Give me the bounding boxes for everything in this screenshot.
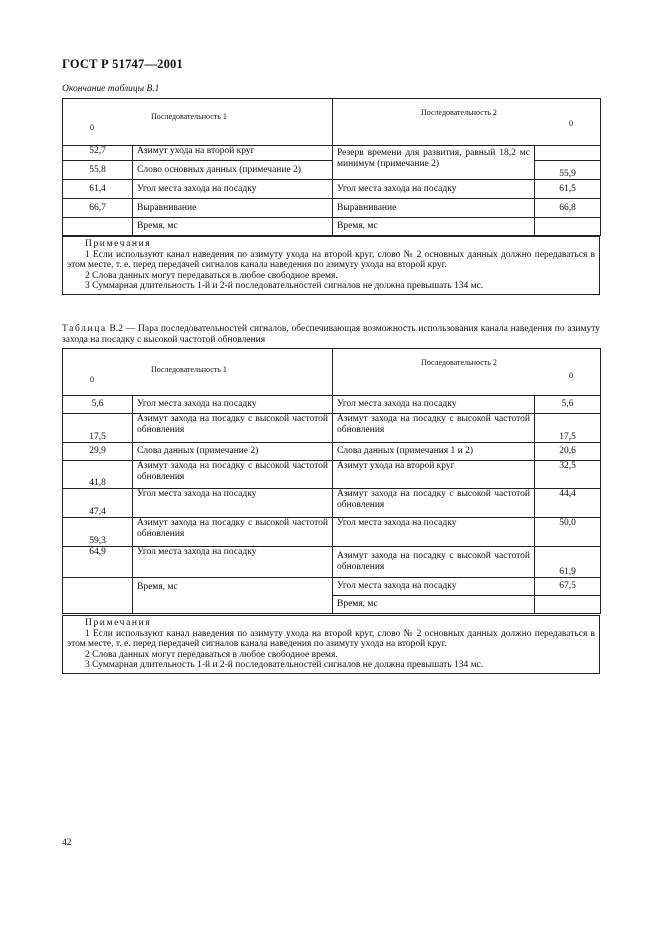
cell-time-1: 66,7 — [63, 199, 133, 218]
cell-desc-1: Азимут ухода на второй круг — [133, 146, 333, 161]
cell-desc-1: Время, мс — [133, 578, 333, 614]
table-row — [63, 489, 601, 518]
note-item: 1 Если используют канал наведения по азимуту ухода на второй круг, слово № 2 основных данных должно передаваться в этом месте, т. е. перед передачей сигналов канала наведения по азимуту ухода на второй круг. — [67, 628, 595, 649]
table-row — [63, 218, 601, 236]
cell-time-2 — [535, 596, 601, 614]
table-row — [63, 461, 601, 489]
cell-desc-2: Азимут захода на посадку с высокой частотой обновления — [333, 414, 535, 443]
cell-time-2: 61,5 — [535, 180, 601, 199]
cell-time-1 — [63, 578, 133, 614]
table2-notes — [62, 615, 600, 674]
table-row — [63, 180, 601, 199]
table2-head-zero-right: 0 — [569, 371, 573, 380]
table-row — [63, 414, 601, 443]
table2-head-seq2 — [333, 349, 601, 396]
note-item: 3 Суммарная длительность 1-й и 2-й последовательностей сигналов не должна превышать 134 мс. — [85, 660, 484, 670]
table1-head-zero-right: 0 — [569, 119, 573, 128]
cell-desc-2: Азимут захода на посадку с высокой частотой обновления — [333, 547, 535, 578]
table-row — [63, 518, 601, 547]
table2 — [62, 348, 601, 614]
table1-continuation-label: Окончание таблицы В.1 — [62, 84, 160, 94]
cell-time-1: 55,8 — [63, 161, 133, 180]
cell-time-2: 17,5 — [535, 414, 601, 443]
note-item: 3 Суммарная длительность 1-й и 2-й последовательностей сигналов не должна превышать 134 мс. — [85, 281, 484, 291]
table-row — [63, 578, 601, 596]
cell-time-2: 32,5 — [535, 461, 601, 489]
cell-desc-2: Азимут захода на посадку с высокой частотой обновления — [333, 489, 535, 518]
note-item: 1 Если используют канал наведения по азимуту ухода на второй круг, слово № 2 основных данных должно передаваться в этом месте, т. е. перед передачей сигналов канала наведения по азимуту ухода на второй круг. — [67, 249, 595, 270]
cell-time-1: 17,5 — [63, 414, 133, 443]
cell-desc-1: Угол места захода на посадку — [133, 489, 333, 518]
cell-desc-2: Азимут ухода на второй круг — [333, 461, 535, 489]
cell-time-2: 55,9 — [535, 161, 601, 180]
cell-time-2 — [535, 218, 601, 236]
table1-head-zero-left: 0 — [90, 123, 94, 132]
cell-desc-1: Азимут захода на посадку с высокой частотой обновления — [133, 414, 333, 443]
cell-desc-2: Время, мс — [333, 218, 535, 236]
cell-desc-1: Угол места захода на посадку — [133, 547, 333, 578]
cell-desc-2: Угол места захода на посадку — [333, 396, 535, 414]
cell-time-1: 59,3 — [63, 518, 133, 547]
cell-desc-2: Угол места захода на посадку — [333, 518, 535, 547]
note-item: 2 Слова данных могут передаваться в любое свободное время. — [85, 649, 338, 660]
table2-head-seq2-label: Последовательность 2 — [421, 358, 497, 367]
cell-desc-1: Выравнивание — [133, 199, 333, 218]
cell-time-2: 44,4 — [535, 489, 601, 518]
document-code: ГОСТ Р 51747—2001 — [62, 57, 183, 71]
cell-desc-2: Угол места захода на посадку — [333, 578, 535, 596]
cell-time-2: 67,5 — [535, 578, 601, 596]
cell-desc-1: Азимут захода на посадку с высокой частотой обновления — [133, 518, 333, 547]
page-number: 42 — [62, 838, 72, 848]
table1-head-seq1-label: Последовательность 1 — [151, 112, 227, 121]
cell-desc-1: Угол места захода на посадку — [133, 396, 333, 414]
table-row — [63, 199, 601, 218]
cell-time-1: 29,9 — [63, 443, 133, 461]
cell-time-1: 52,7 — [63, 146, 133, 161]
cell-desc-2: Выравнивание — [333, 199, 535, 218]
table2-head-seq1-label: Последовательность 1 — [151, 365, 227, 374]
table-row — [63, 396, 601, 414]
cell-time-1: 47,4 — [63, 489, 133, 518]
table-row — [63, 547, 601, 578]
cell-desc-1: Азимут захода на посадку с высокой частотой обновления — [133, 461, 333, 489]
cell-time-1: 5,6 — [63, 396, 133, 414]
cell-desc-2: Время, мс — [333, 596, 535, 614]
cell-time-2: 5,6 — [535, 396, 601, 414]
cell-time-2 — [535, 146, 601, 161]
table2-caption-prefix: Таблица — [62, 324, 107, 334]
cell-time-2: 50,0 — [535, 518, 601, 547]
table1-head-seq2 — [333, 99, 601, 146]
cell-time-1: 41,8 — [63, 461, 133, 489]
table-row — [63, 146, 601, 161]
table1-notes — [62, 236, 600, 295]
table2-head-zero-left: 0 — [90, 375, 94, 384]
cell-time-2: 20,6 — [535, 443, 601, 461]
cell-desc-2: Слова данных (примечания 1 и 2) — [333, 443, 535, 461]
cell-desc-1: Слово основных данных (примечание 2) — [133, 161, 333, 180]
table1-head-seq1 — [63, 99, 333, 146]
cell-desc-2: Резерв времени для развития, равный 18,2 мс минимум (примечание 2) — [333, 146, 535, 180]
cell-time-1: 61,4 — [63, 180, 133, 199]
cell-desc-1: Угол места захода на посадку — [133, 180, 333, 199]
table2-caption-text: В.2 — Пара последовательностей сигналов, обеспечивающая возможность использования канала наведения по азимуту захода на посадку с высокой частотой обновления — [62, 324, 600, 345]
cell-time-1 — [63, 218, 133, 236]
cell-time-1: 64,9 — [63, 547, 133, 578]
table1 — [62, 98, 601, 236]
notes-title: Примечания — [85, 618, 152, 628]
table2-head-seq1 — [63, 349, 333, 396]
table2-caption — [62, 324, 600, 346]
note-item: 2 Слова данных могут передаваться в любое свободное время. — [85, 270, 338, 281]
notes-title: Примечания — [85, 239, 152, 249]
cell-time-2: 61,9 — [535, 547, 601, 578]
cell-desc-2: Угол места захода на посадку — [333, 180, 535, 199]
table1-head-seq2-label: Последовательность 2 — [421, 108, 497, 117]
table-row — [63, 443, 601, 461]
cell-time-2: 66,8 — [535, 199, 601, 218]
cell-desc-1: Время, мс — [133, 218, 333, 236]
cell-desc-1: Слова данных (примечание 2) — [133, 443, 333, 461]
